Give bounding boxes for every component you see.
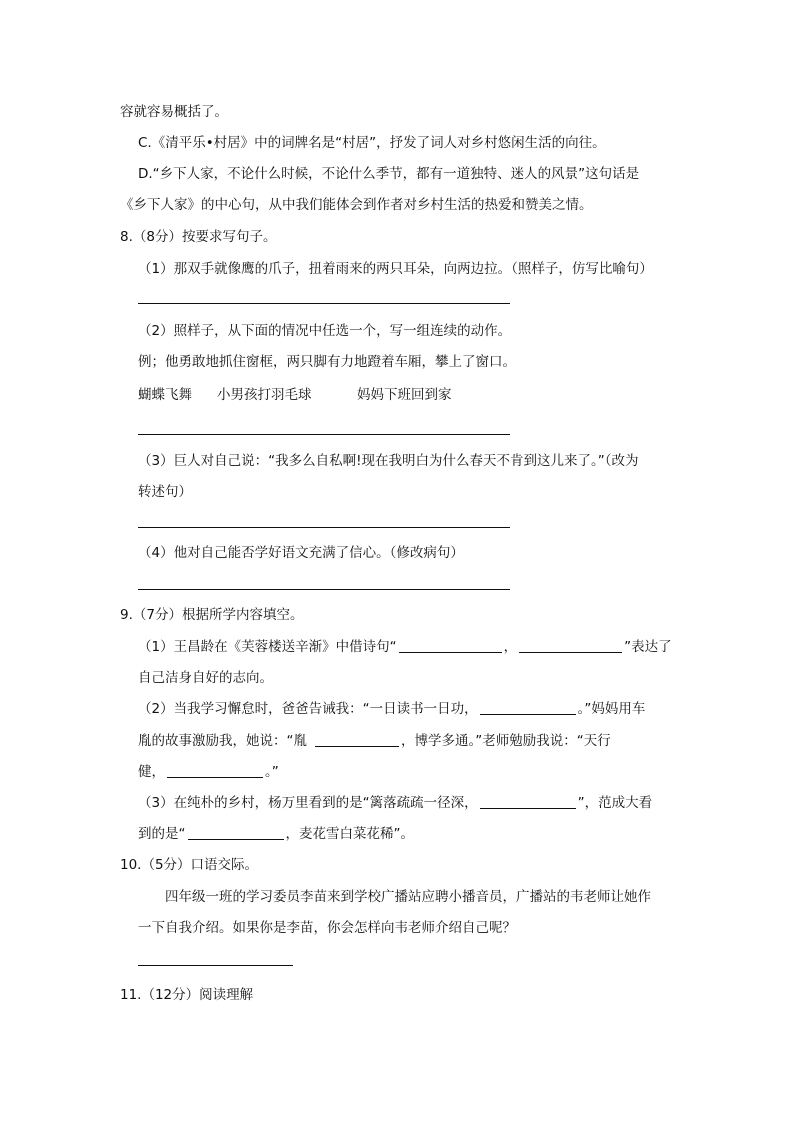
- option-d-continued: 《乡下人家》的中心句，从中我们能体会到作者对乡村生活的热爱和赞美之情。: [120, 197, 593, 213]
- fill-blank-9-2c[interactable]: [167, 763, 263, 778]
- option-d: D.“乡下人家，不论什么时候，不论什么季节，都有一道独特、迷人的风景”这句话是: [138, 166, 640, 182]
- question-10-prompt: 四年级一班的学习委员李苗来到学校广播站应聘小播音员，广播站的韦老师让她作: [165, 889, 651, 905]
- q9-1-text-post: ”表达了: [624, 639, 672, 655]
- fill-blank-9-2a[interactable]: [480, 700, 576, 715]
- q9-2b-text-pre: 胤的故事激励我，她说：“胤: [138, 733, 307, 749]
- q9-1-text-pre: （1）王昌龄在《芙蓉楼送辛渐》中借诗句“: [138, 639, 397, 655]
- q9-3b-text-post: ，麦花雪白菜花稀”。: [285, 826, 414, 842]
- q9-2b-text-post: ，博学多通。”老师勉励我说：“天行: [401, 733, 611, 749]
- answer-line-8-3[interactable]: [138, 527, 510, 528]
- question-9-3-continued: [138, 824, 414, 844]
- fill-blank-9-1a[interactable]: [399, 638, 502, 653]
- question-8-1: （1）那双手就像鹰的爪子，扭着雨来的两只耳朵，向两边拉。（照样子，仿写比喻句）: [138, 261, 653, 277]
- q9-2-text-post: 。”妈妈用车: [577, 701, 646, 717]
- question-11-heading: 11.（12分）阅读理解: [120, 987, 254, 1003]
- fill-blank-9-3a[interactable]: [480, 794, 576, 809]
- question-9-1-continued: 自己洁身自好的志向。: [138, 670, 273, 686]
- q9-2c-text-post: 。”: [265, 764, 279, 780]
- option-boy-badminton: 小男孩打羽毛球: [217, 387, 312, 403]
- question-8-2-example: 例；他勇敢地抓住窗框，两只脚有力地蹬着车厢，攀上了窗口。: [138, 354, 516, 370]
- q9-3-text-post: ”，范成大看: [577, 795, 653, 811]
- question-8-4: （4）他对自己能否学好语文充满了信心。（修改病句）: [138, 545, 464, 561]
- q9-2c-text-pre: 健，: [138, 764, 165, 780]
- q9-1-text-mid: ，: [503, 639, 518, 655]
- question-8-heading: 8.（8分）按要求写句子。: [120, 229, 277, 245]
- question-9-3: [138, 793, 652, 813]
- fill-blank-9-3b[interactable]: [188, 825, 284, 840]
- option-butterfly: 蝴蝶飞舞: [138, 387, 192, 403]
- question-9-heading: 9.（7分）根据所学内容填空。: [120, 607, 304, 623]
- q9-3b-text-pre: 到的是“: [138, 826, 186, 842]
- option-mom-home: 妈妈下班回到家: [357, 387, 452, 403]
- question-8-3: （3）巨人对自己说：“我多么自私啊!现在我明白为什么春天不肯到这儿来了。”（改为: [138, 453, 639, 469]
- question-9-2-end: [138, 762, 279, 782]
- fill-blank-9-1b[interactable]: [519, 638, 622, 653]
- answer-line-8-4[interactable]: [138, 589, 510, 590]
- question-9-2: [138, 699, 645, 719]
- fill-blank-9-2b[interactable]: [315, 732, 399, 747]
- question-9-2-continued: [138, 731, 611, 751]
- question-10-heading: 10.（5分）口语交际。: [120, 857, 259, 873]
- q9-3-text-pre: （3）在纯朴的乡村，杨万里看到的是“篱落疏疏一径深，: [138, 795, 478, 811]
- question-8-2: （2）照样子，从下面的情况中任选一个，写一组连续的动作。: [138, 323, 512, 339]
- answer-line-10[interactable]: [138, 965, 293, 966]
- option-c: C.《清平乐•村居》中的词牌名是“村居”，抒发了词人对乡村悠闲生活的向往。: [138, 135, 606, 151]
- answer-line-8-2[interactable]: [138, 434, 510, 435]
- q9-2-text-pre: （2）当我学习懈怠时，爸爸告诫我：“一日读书一日功，: [138, 701, 478, 717]
- answer-line-8-1[interactable]: [138, 303, 510, 304]
- text-line-continuation: 容就容易概括了。: [120, 104, 228, 120]
- question-8-3-continued: 转述句）: [138, 484, 192, 500]
- question-9-1: [138, 637, 672, 657]
- question-10-prompt-continued: 一下自我介绍。如果你是李苗，你会怎样向韦老师介绍自己呢？: [138, 920, 516, 936]
